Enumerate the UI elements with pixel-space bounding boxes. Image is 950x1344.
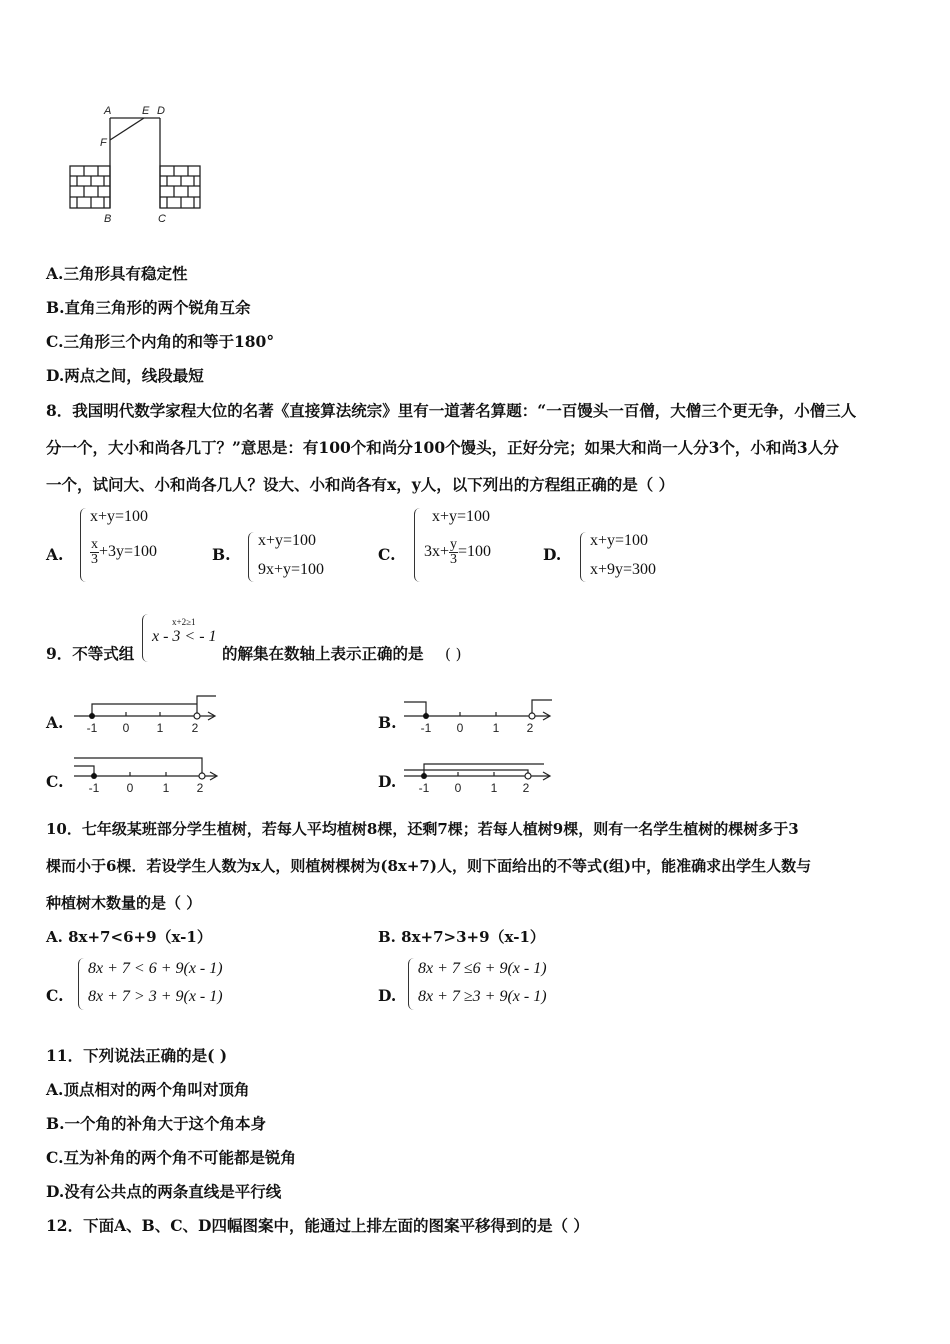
point-label-B: B: [104, 213, 112, 225]
q8-option-b-label: B.: [212, 545, 231, 564]
q9-d-tick-0: 0: [454, 781, 462, 795]
q9-inequality-system: x+2≥1 x - 3 < - 1: [142, 614, 222, 664]
point-label-D: D: [157, 105, 165, 117]
q9-numberline-a: [74, 690, 224, 738]
q9-numberline-b: [404, 690, 559, 738]
q11-option-a: A.顶点相对的两个角叫对顶角: [46, 1080, 250, 1099]
wall-figure: [64, 100, 214, 228]
q9-option-b-label: B.: [378, 713, 397, 732]
q9-b-tick-2: 2: [526, 721, 534, 735]
q7-option-d: D.两点之间，线段最短: [46, 366, 204, 385]
q10-line-3: 种植树木数量的是（ ）: [46, 894, 202, 912]
q9-d-tick-neg1: -1: [418, 781, 430, 795]
q9-b-tick-0: 0: [456, 721, 464, 735]
q7-option-b: B.直角三角形的两个锐角互余: [46, 298, 251, 317]
point-label-F: F: [100, 137, 107, 149]
q8-line-2: 分一个，大小和尚各几丁？”意思是：有100个和尚分100个馒头，正好分完；如果大和尚一人分3个，小和尚3人分: [46, 438, 839, 457]
q10-option-d-system: 8x + 7 ≤6 + 9(x - 1) 8x + 7 ≥3 + 9(x - 1): [408, 958, 578, 1012]
point-label-E: E: [142, 105, 150, 117]
q7-option-a: A.三角形具有稳定性: [46, 264, 188, 283]
q8-option-b-system: x+y=100 9x+y=100: [248, 532, 348, 584]
q9-prefix: 9．不等式组: [46, 644, 135, 663]
q9-option-d-label: D.: [378, 772, 397, 791]
point-label-A: A: [104, 105, 112, 117]
q11-stem: 11．下列说法正确的是( ): [46, 1046, 228, 1065]
q8-option-d-label: D.: [543, 545, 562, 564]
q9-b-tick-1: 1: [492, 721, 500, 735]
q9-numberline-d: [404, 750, 559, 798]
q9-a-tick-0: 0: [122, 721, 130, 735]
q10-line-1: 10．七年级某班部分学生植树，若每人平均植树8棵，还剩7棵；若每人植树9棵，则有一名学生植树的棵树多于3: [46, 820, 799, 838]
q8-line-1: 8．我国明代数学家程大位的名著《直接算法统宗》里有一道著名算题：“一百馒头一百僧，大僧三个更无争，小僧三人: [46, 401, 857, 420]
q10-option-d-label: D.: [378, 986, 397, 1005]
q10-option-b: B. 8x+7>3+9（x-1）: [378, 928, 545, 946]
q11-option-b: B.一个角的补角大于这个角本身: [46, 1114, 267, 1133]
q9-a-tick-1: 1: [156, 721, 164, 735]
q9-suffix: 的解集在数轴上表示正确的是: [222, 644, 424, 663]
q9-answer-paren: ( ): [445, 645, 462, 663]
q11-option-c: C.互为补角的两个角不可能都是锐角: [46, 1148, 296, 1167]
q8-option-c-label: C.: [378, 545, 396, 564]
q9-c-tick-1: 1: [162, 781, 170, 795]
q8-option-c-system: x+y=100 3x+ $\frac{y}{3}$ =100: [414, 508, 524, 584]
q8-option-a-label: A.: [46, 545, 64, 564]
q9-option-a-label: A.: [46, 713, 64, 732]
q9-d-tick-2: 2: [522, 781, 530, 795]
q9-numberline-c: [74, 750, 224, 798]
q9-b-tick-neg1: -1: [420, 721, 432, 735]
q9-a-tick-2: 2: [191, 721, 199, 735]
q12-stem: 12．下面A、B、C、D四幅图案中，能通过上排左面的图案平移得到的是（ ）: [46, 1216, 589, 1235]
q9-option-c-label: C.: [46, 772, 64, 791]
q8-option-d-system: x+y=100 x+9y=300: [580, 532, 680, 584]
q10-option-c-system: 8x + 7 < 6 + 9(x - 1) 8x + 7 > 3 + 9(x - 1): [78, 958, 248, 1012]
q8-line-3: 一个，试问大、小和尚各几人？设大、小和尚各有x，y人，以下列出的方程组正确的是（ ）: [46, 475, 675, 494]
q11-option-d: D.没有公共点的两条直线是平行线: [46, 1182, 282, 1201]
q10-line-2: 棵而小于6棵．若设学生人数为x人，则植树棵树为(8x+7)人，则下面给出的不等式(组)中，能准确求出学生人数与: [46, 857, 812, 875]
q9-c-tick-neg1: -1: [88, 781, 100, 795]
q9-c-tick-0: 0: [126, 781, 134, 795]
q9-a-tick-neg1: -1: [86, 721, 98, 735]
q9-d-tick-1: 1: [490, 781, 498, 795]
point-label-C: C: [158, 213, 166, 225]
q7-option-c: C.三角形三个内角的和等于180°: [46, 332, 275, 351]
q8-option-a-system: x+y=100 $\frac{x}{3}$ +3y=100: [80, 508, 190, 584]
q9-c-tick-2: 2: [196, 781, 204, 795]
q10-option-c-label: C.: [46, 986, 64, 1005]
q10-option-a: A. 8x+7<6+9（x-1）: [46, 928, 212, 946]
